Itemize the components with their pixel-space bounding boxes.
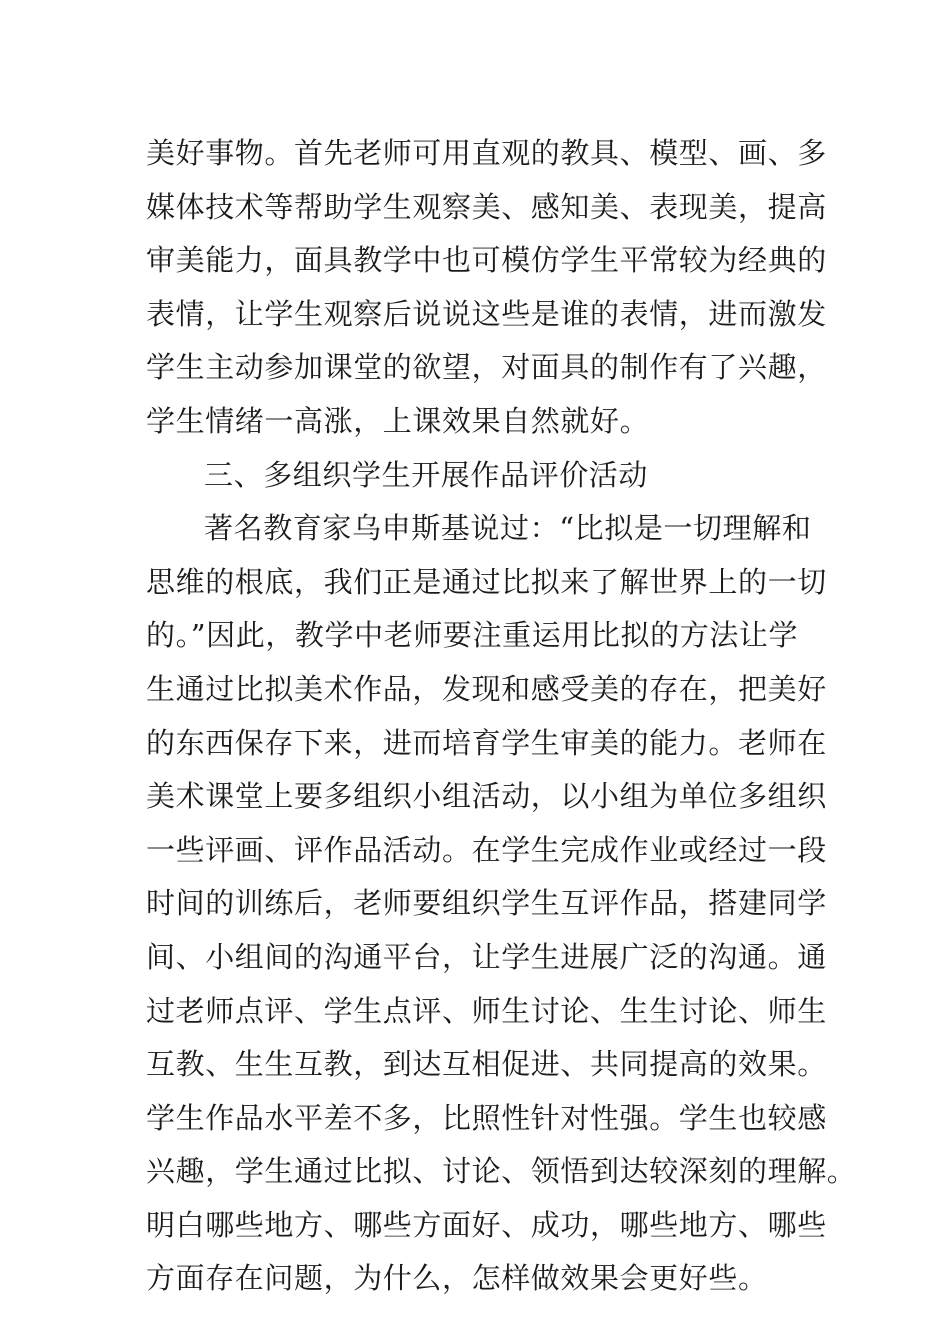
text-line: 学生作品水平差不多，比照性针对性强。学生也较感	[146, 1100, 827, 1135]
text-line: 学生主动参加课堂的欲望，对面具的制作有了兴趣，	[146, 350, 827, 385]
text-line: 美好事物。首先老师可用直观的教具、模型、画、多	[146, 136, 827, 170]
text-line: 的东西保存下来，进而培育学生审美的能力。老师在	[146, 725, 827, 760]
text-line: 媒体技术等帮助学生观察美、感知美、表现美，提高	[146, 189, 827, 224]
text-line: 明白哪些地方、哪些方面好、成功，哪些地方、哪些	[146, 1207, 827, 1242]
text-line: 审美能力，面具教学中也可模仿学生平常较为经典的	[146, 243, 827, 278]
text-line: 生通过比拟美术作品，发现和感受美的存在，把美好	[146, 671, 827, 706]
section-heading: 三、多组织学生开展作品评价活动	[204, 457, 649, 492]
text-line: 间、小组间的沟通平台，让学生进展广泛的沟通。通	[146, 939, 827, 974]
body-text	[146, 127, 857, 1306]
text-line: 方面存在问题，为什么，怎样做效果会更好些。	[146, 1261, 768, 1296]
text-line: 一些评画、评作品活动。在学生完成作业或经过一段	[146, 832, 827, 867]
text-line: 过老师点评、学生点评、师生讨论、生生讨论、师生	[146, 993, 827, 1028]
text-line: 著名教育家乌申斯基说过：“比拟是一切理解和	[204, 511, 812, 546]
text-line: 美术课堂上要多组织小组活动，以小组为单位多组织	[146, 779, 827, 814]
text-line: 表情，让学生观察后说说这些是谁的表情，进而激发	[146, 296, 827, 331]
text-line: 互教、生生互教，到达互相促进、共同提高的效果。	[146, 1047, 827, 1082]
text-line: 时间的训练后，老师要组织学生互评作品，搭建同学	[146, 886, 827, 921]
text-line: 兴趣，学生通过比拟、讨论、领悟到达较深刻的理解。	[146, 1154, 857, 1189]
text-line: 学生情绪一高涨，上课效果自然就好。	[146, 403, 650, 438]
text-line: 思维的根底，我们正是通过比拟来了解世界上的一切	[146, 564, 827, 599]
text-line: 的。”因此，教学中老师要注重运用比拟的方法让学	[146, 618, 799, 653]
